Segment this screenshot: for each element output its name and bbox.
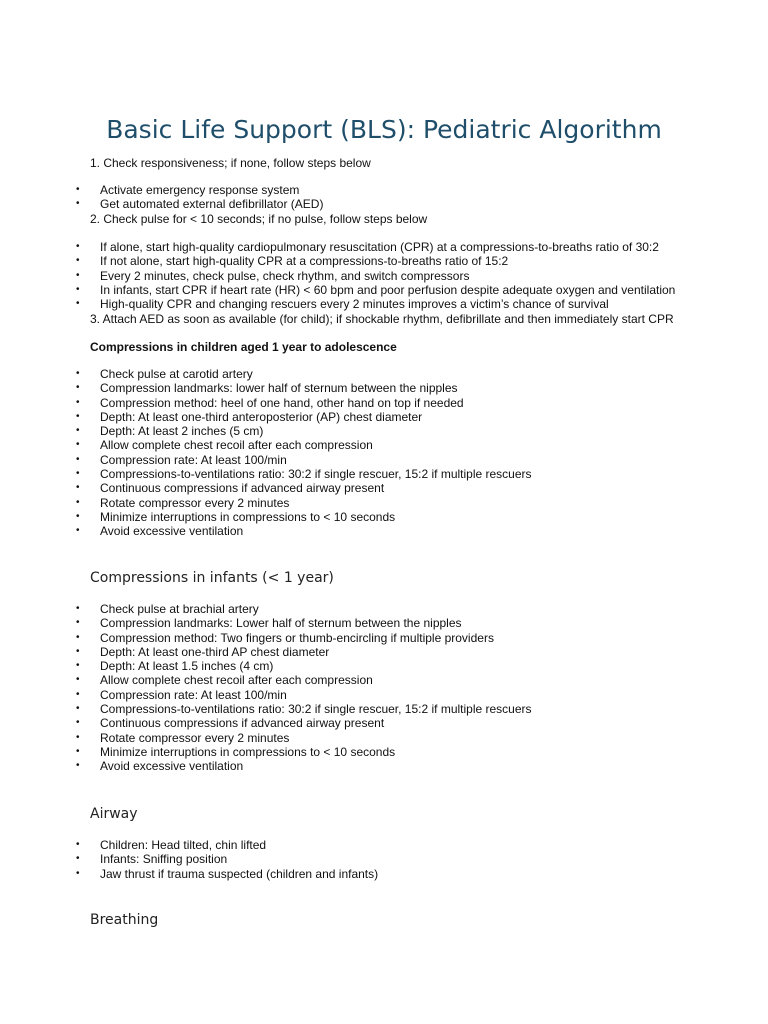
list-item-text: Avoid excessive ventilation: [100, 759, 244, 774]
list-item: [0, 467, 532, 481]
list-item: [0, 438, 532, 452]
list-item: [0, 688, 532, 702]
bullet-icon: •: [76, 674, 80, 686]
page-title: Basic Life Support (BLS): Pediatric Algorithm: [106, 115, 662, 144]
children-compressions-heading: Compressions in children aged 1 year to adolescence: [90, 340, 397, 354]
list-item: [0, 283, 675, 297]
bullet-icon: •: [76, 631, 80, 643]
bullet-icon: •: [76, 453, 80, 465]
list-item-text: Activate emergency response system: [100, 183, 300, 197]
list-item: [0, 297, 675, 311]
bullet-icon: •: [76, 839, 80, 850]
list-item: [0, 631, 532, 645]
list-item: [0, 410, 532, 424]
list-item-text: Compressions-to-ventilations ratio: 30:2 if single rescuer, 15:2 if multiple rescuers: [100, 467, 532, 482]
bullet-icon: •: [76, 269, 80, 281]
list-item: [0, 731, 532, 745]
list-item: [0, 496, 532, 510]
bullet-icon: •: [76, 745, 80, 757]
bullet-icon: •: [76, 255, 80, 267]
bullet-icon: •: [76, 760, 80, 772]
list-item-text: Continuous compressions if advanced airway present: [100, 716, 385, 731]
bullet-icon: •: [76, 425, 80, 437]
list-item-text: Every 2 minutes, check pulse, check rhythm, and switch compressors: [100, 268, 470, 283]
step-2: 2. Check pulse for < 10 seconds; if no pulse, follow steps below: [90, 212, 428, 226]
list-item: [0, 510, 532, 524]
list-item: [0, 867, 378, 881]
bullet-icon: •: [76, 368, 80, 379]
bullet-icon: •: [76, 853, 80, 865]
list-item-text: Compression rate: At least 100/min: [100, 687, 287, 702]
bullet-icon: •: [76, 396, 80, 408]
list-item-text: Children: Head tilted, chin lifted: [100, 838, 267, 852]
list-item-text: Continuous compressions if advanced airway present: [100, 481, 385, 496]
list-item: [0, 183, 323, 197]
bullet-icon: •: [76, 717, 80, 729]
list-item: [0, 659, 532, 673]
step1-list: [0, 183, 323, 212]
list-item-text: Depth: At least 2 inches (5 cm): [100, 424, 264, 439]
list-item: [0, 424, 532, 438]
bullet-icon: •: [76, 382, 80, 394]
list-item-text: Depth: At least one-third anteroposterior (AP) chest diameter: [100, 409, 423, 424]
list-item-text: Allow complete chest recoil after each compression: [100, 673, 373, 688]
infants-compressions-heading: Compressions in infants (< 1 year): [90, 570, 334, 586]
list-item-text: Avoid excessive ventilation: [100, 524, 244, 539]
children-compressions-list: [0, 367, 532, 539]
bullet-icon: •: [76, 645, 80, 657]
list-item: [0, 396, 532, 410]
list-item-text: Get automated external defibrillator (AED): [100, 197, 324, 212]
list-item: [0, 673, 532, 687]
list-item: [0, 759, 532, 773]
list-item-text: If alone, start high-quality cardiopulmonary resuscitation (CPR) at a compressions-to-breaths ratio of 30:2: [100, 240, 659, 254]
bullet-icon: •: [76, 617, 80, 629]
list-item-text: Compression method: heel of one hand, other hand on top if needed: [100, 395, 464, 410]
list-item-text: High-quality CPR and changing rescuers every 2 minutes improves a victim’s chance of survival: [100, 297, 609, 312]
list-item-text: Depth: At least 1.5 inches (4 cm): [100, 659, 274, 674]
list-item-text: Minimize interruptions in compressions to < 10 seconds: [100, 509, 396, 524]
list-item: [0, 453, 532, 467]
list-item-text: Check pulse at carotid artery: [100, 367, 253, 381]
step-1: 1. Check responsiveness; if none, follow steps below: [90, 156, 371, 170]
list-item-text: Check pulse at brachial artery: [100, 602, 259, 616]
list-item-text: Jaw thrust if trauma suspected (children and infants): [100, 866, 379, 881]
list-item-text: Compression landmarks: lower half of sternum between the nipples: [100, 381, 458, 396]
list-item-text: In infants, start CPR if heart rate (HR) < 60 bpm and poor perfusion despite adequate oxygen and ventilation: [100, 282, 676, 297]
bullet-icon: •: [76, 731, 80, 743]
airway-list: [0, 838, 378, 881]
list-item-text: Rotate compressor every 2 minutes: [100, 495, 290, 510]
list-item-text: Rotate compressor every 2 minutes: [100, 730, 290, 745]
breathing-heading: Breathing: [90, 912, 159, 928]
list-item: [0, 254, 675, 268]
list-item-text: Allow complete chest recoil after each compression: [100, 438, 373, 453]
list-item-text: Compression method: Two fingers or thumb-encircling if multiple providers: [100, 630, 494, 645]
list-item-text: Depth: At least one-third AP chest diameter: [100, 644, 330, 659]
step-3: 3. Attach AED as soon as available (for child); if shockable rhythm, defibrillate and then immediately start CPR: [90, 312, 674, 326]
list-item: [0, 524, 532, 538]
list-item: [0, 745, 532, 759]
bullet-icon: •: [76, 496, 80, 508]
bullet-icon: •: [76, 660, 80, 672]
list-item-text: Compressions-to-ventilations ratio: 30:2 if single rescuer, 15:2 if multiple rescuers: [100, 702, 532, 717]
bullet-icon: •: [76, 867, 80, 879]
list-item: [0, 852, 378, 866]
list-item: [0, 716, 532, 730]
bullet-icon: •: [76, 198, 80, 210]
infants-compressions-list: [0, 602, 532, 774]
list-item-text: Compression rate: At least 100/min: [100, 452, 287, 467]
bullet-icon: •: [76, 510, 80, 522]
list-item-text: Compression landmarks: Lower half of sternum between the nipples: [100, 616, 462, 631]
bullet-icon: •: [76, 603, 80, 614]
list-item: [0, 197, 323, 211]
bullet-icon: •: [76, 439, 80, 451]
list-item: [0, 240, 675, 254]
list-item: [0, 481, 532, 495]
list-item: [0, 602, 532, 616]
list-item: [0, 367, 532, 381]
bullet-icon: •: [76, 410, 80, 422]
list-item: [0, 838, 378, 852]
list-item: [0, 645, 532, 659]
bullet-icon: •: [76, 482, 80, 494]
bullet-icon: •: [76, 298, 80, 310]
list-item-text: If not alone, start high-quality CPR at a compressions-to-breaths ratio of 15:2: [100, 254, 509, 269]
bullet-icon: •: [76, 241, 80, 252]
list-item-text: Infants: Sniffing position: [100, 852, 228, 867]
bullet-icon: •: [76, 468, 80, 480]
bullet-icon: •: [76, 688, 80, 700]
bullet-icon: •: [76, 703, 80, 715]
airway-heading: Airway: [90, 806, 138, 822]
list-item: [0, 381, 532, 395]
list-item: [0, 616, 532, 630]
list-item: [0, 269, 675, 283]
bullet-icon: •: [76, 184, 80, 195]
list-item-text: Minimize interruptions in compressions to < 10 seconds: [100, 744, 396, 759]
list-item: [0, 702, 532, 716]
step2-list: [0, 240, 675, 311]
bullet-icon: •: [76, 283, 80, 295]
bullet-icon: •: [76, 525, 80, 537]
